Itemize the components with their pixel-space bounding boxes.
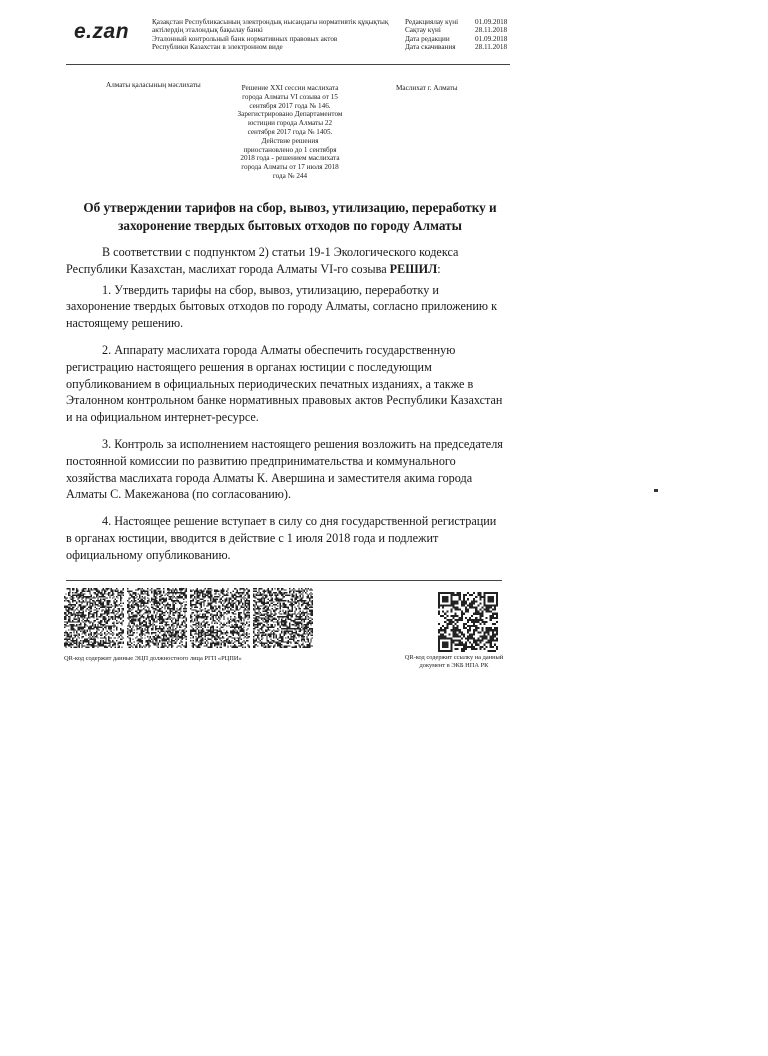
- signature-qr-code-4: [253, 588, 313, 648]
- signature-qr-code-1: [64, 588, 124, 648]
- scan-speck: [654, 489, 658, 492]
- qr-caption-left: QR-код содержит данные ЭЦП должностного лица РГП «РЦПИ»: [64, 655, 242, 662]
- decision-info-line: приостановлено до 1 сентября: [243, 145, 337, 154]
- decision-info: [234, 84, 346, 181]
- decision-info-line: города Алматы VI созыва от 15: [242, 92, 338, 101]
- intro-end: :: [437, 261, 441, 276]
- signature-qr-code-3: [190, 588, 250, 648]
- document-title: Об утверждении тарифов на сбор, вывоз, утилизацию, переработку и захоронение твердых бытовых отходов по городу Алматы: [83, 200, 497, 233]
- document-body: [66, 244, 504, 574]
- issuer-ru: Маслихат г. Алматы: [396, 84, 458, 92]
- document-link-qr-code: [438, 592, 498, 652]
- decision-item: 4. Настоящее решение вступает в силу со дня государственной регистрации в органах юстиции, вводится в действие с 1 июля 2018 года и подлежит официальному опубликованию.: [66, 514, 497, 562]
- date-row: [405, 26, 515, 34]
- date-value: 01.09.2018: [475, 34, 508, 43]
- date-value: 28.11.2018: [475, 26, 508, 35]
- header-description-line: Эталонный контрольный банк нормативных правовых актов: [152, 34, 338, 43]
- issuer-kz: Алматы қаласының мәслихаты: [106, 81, 201, 89]
- date-row: [405, 43, 515, 51]
- date-label: Редакциялау күні: [405, 18, 459, 26]
- ezan-logo: e.zan: [74, 20, 130, 43]
- header-description-line: Қазақстан Республикасының электрондық нысандағы нормативтік құқықтық: [152, 18, 389, 26]
- date-label: Дата редакции: [405, 34, 450, 43]
- signature-qr-code-2: [127, 588, 187, 648]
- decision-item: 2. Аппарату маслихата города Алматы обеспечить государственную регистрацию настоящего решения в органах юстиции с последующим опубликованием в официальных периодических печатных изданиях, а также в Эталонном контрольном банке нормативных правовых актов Республики Казахстан и на официальном интернет-ресурсе.: [66, 342, 503, 425]
- decision-info-line: города Алматы от 17 июля 2018: [241, 163, 339, 172]
- decision-info-line: Зарегистрировано Департаментом: [237, 110, 343, 119]
- decision-info-line: 2018 года - решением маслихата: [240, 154, 340, 163]
- intro-text: В соответствии с подпунктом 2) статьи 19-1 Экологического кодекса Республики Казахстан, маслихат города Алматы VI-го созыва: [66, 245, 459, 276]
- decision-info-line: Решение XXI сессии маслихата: [241, 84, 339, 92]
- header-description: [152, 18, 392, 52]
- decision-info-line: сентября 2017 года № 1405.: [247, 127, 333, 136]
- header-description-line: актілердің эталондық бақылау банкі: [152, 26, 263, 35]
- intro-paragraph: [66, 244, 504, 278]
- date-label: Дата скачивания: [405, 43, 456, 52]
- footer-divider: [66, 580, 502, 581]
- intro-bold: РЕШИЛ: [389, 261, 438, 276]
- header-divider: [66, 64, 510, 65]
- header-dates: [405, 18, 515, 52]
- decision-item: 3. Контроль за исполнением настоящего решения возложить на председателя постоянной комиссии по развитию предпринимательства и коммунального хозяйства маслихата города Алматы К. Авершина и заместителя акима города Алматы С. Макежанова (по согласованию).: [66, 436, 503, 502]
- date-value: 28.11.2018: [475, 43, 508, 52]
- decision-item: 1. Утвердить тарифы на сбор, вывоз, утилизацию, переработку и захоронение твердых бытовых отходов по городу Алматы, согласно приложению к настоящему решению.: [66, 282, 497, 331]
- qr-caption-right: QR-код содержит ссылку на данный документ в ЭКБ НПА РК: [404, 654, 504, 669]
- header-description-line: Республики Казахстан в электронном виде: [152, 43, 283, 52]
- date-row: [405, 18, 515, 26]
- date-value: 01.09.2018: [475, 18, 508, 26]
- date-row: [405, 35, 515, 43]
- decision-info-line: сентября 2017 года № 146.: [249, 101, 331, 110]
- date-label: Сақтау күні: [405, 26, 441, 35]
- decision-info-line: Действие решения: [261, 136, 319, 145]
- decision-info-line: года № 244: [272, 171, 308, 180]
- decision-info-line: юстиции города Алматы 22: [247, 119, 333, 128]
